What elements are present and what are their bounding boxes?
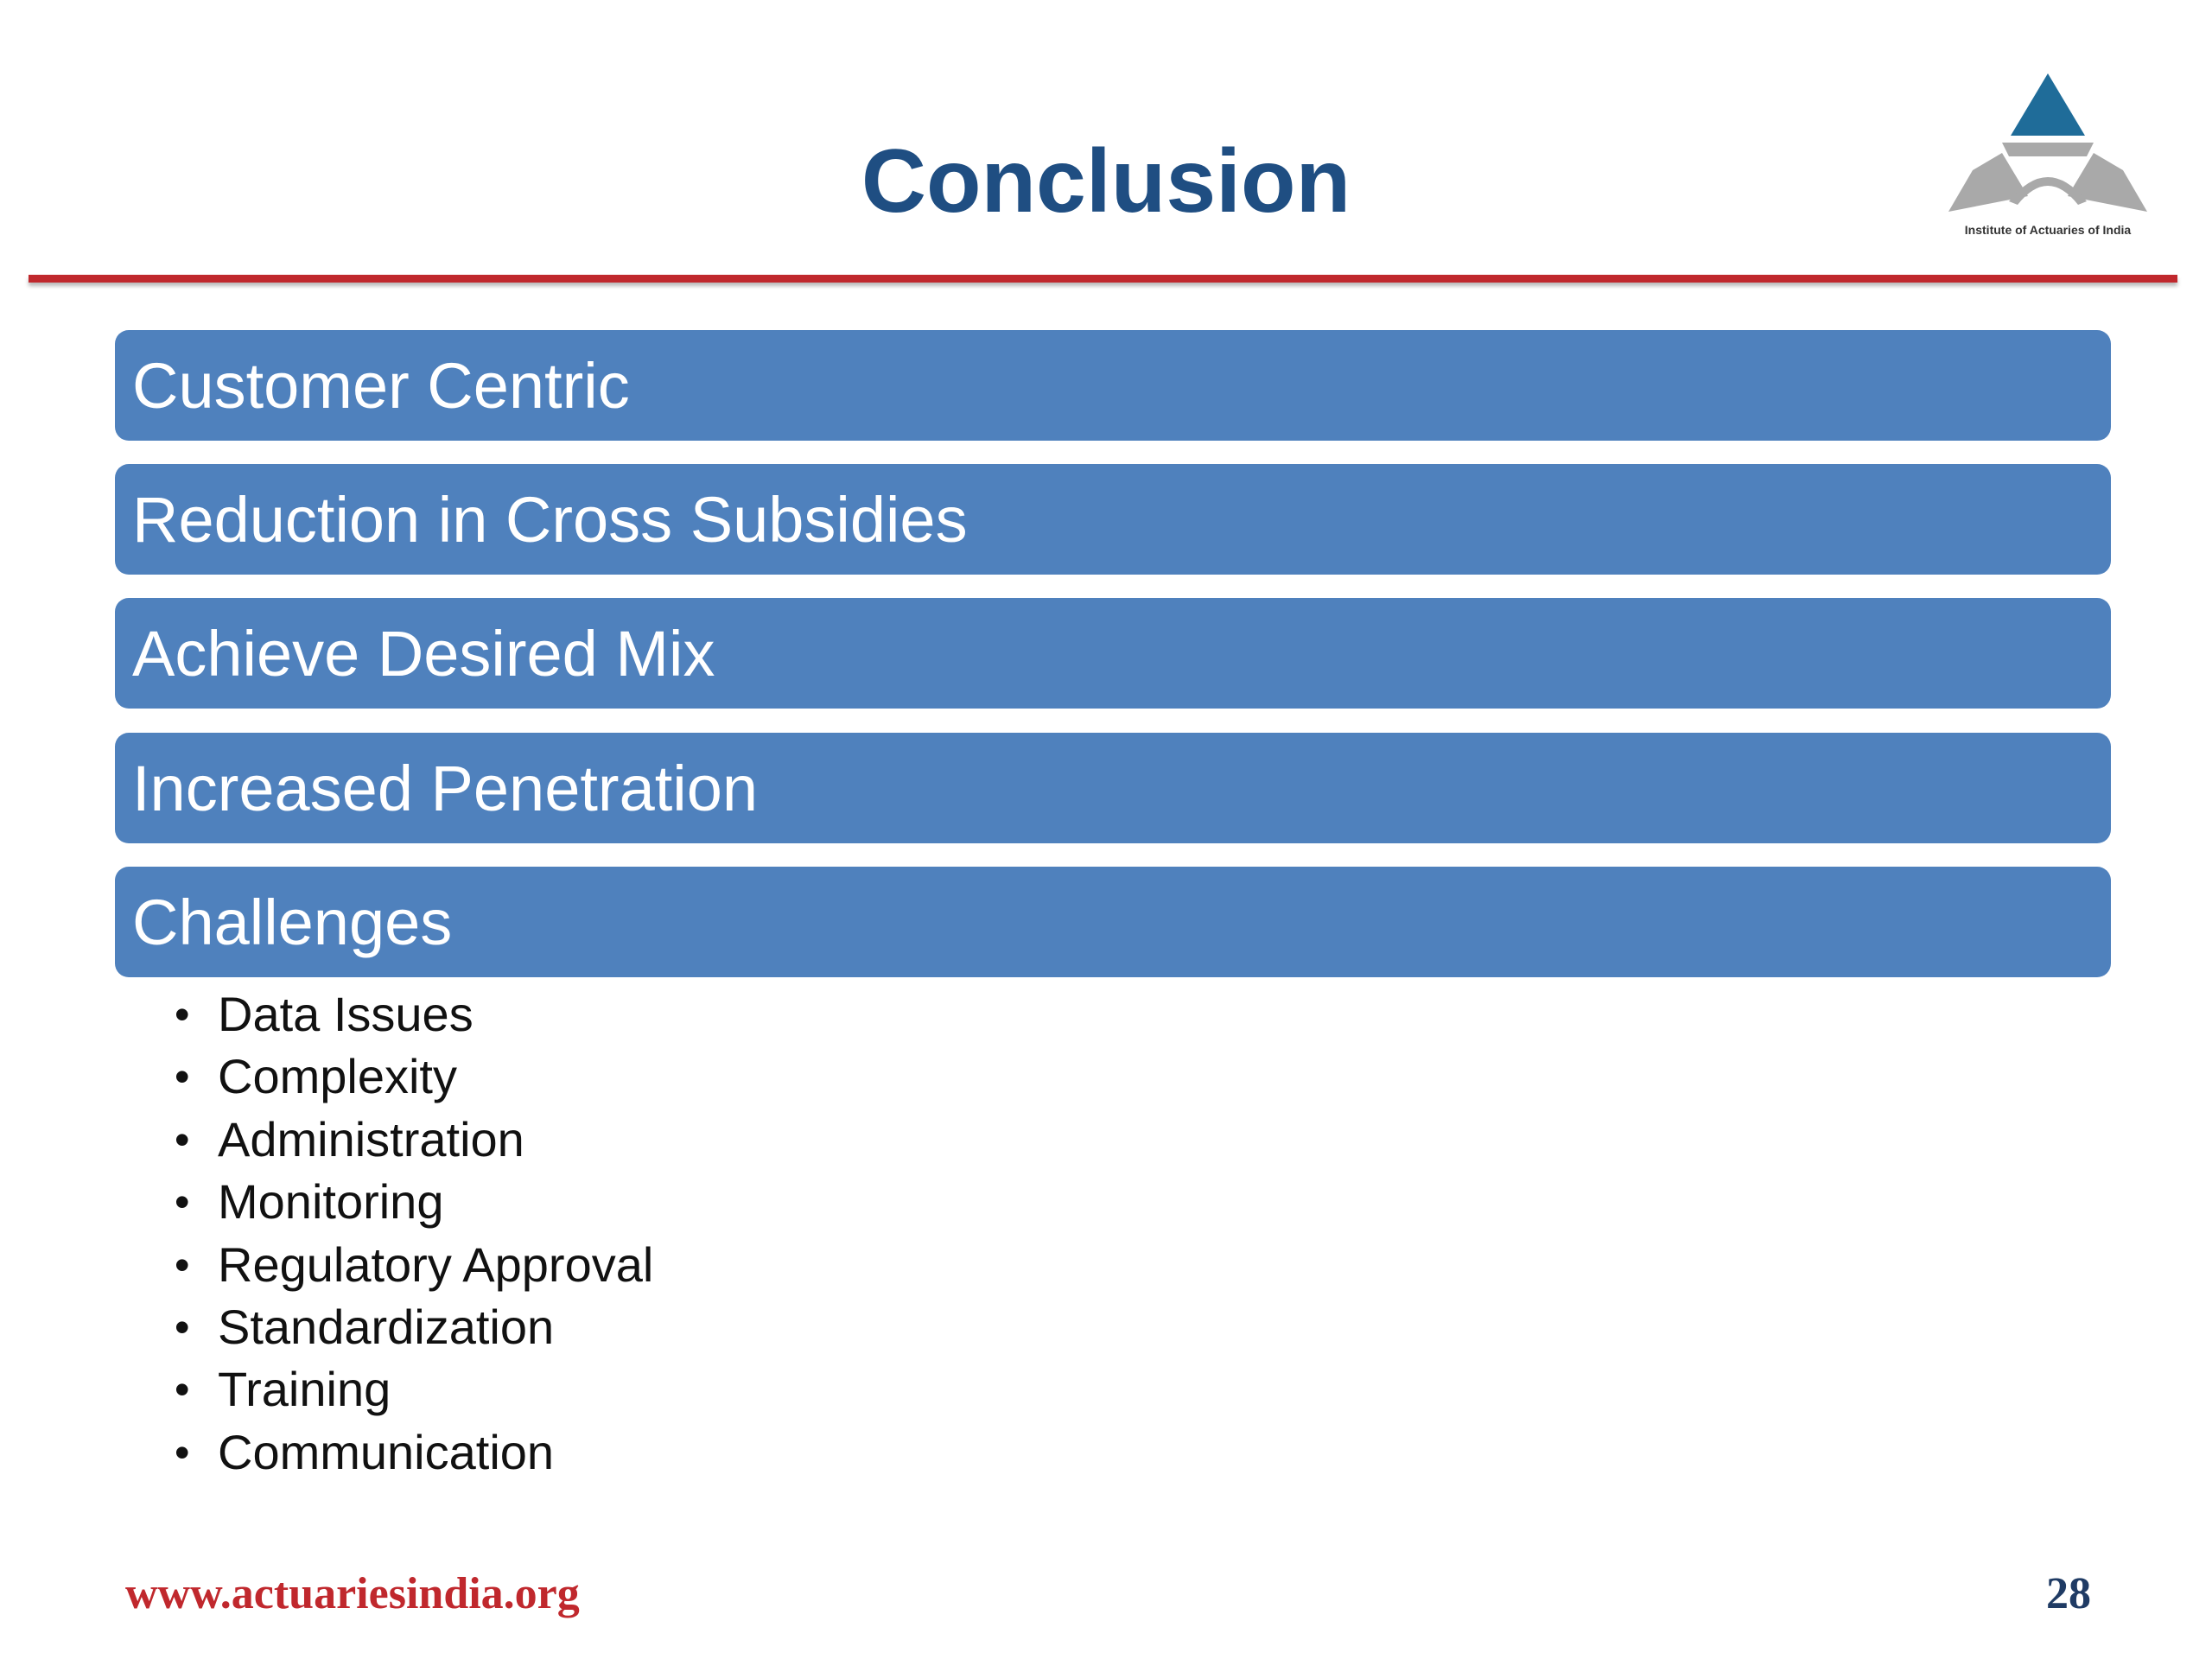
bar-label: Reduction in Cross Subsidies: [132, 483, 968, 556]
bullet-icon: •: [175, 1240, 190, 1289]
logo-triangles-icon: [1948, 73, 2147, 220]
slide-title: Conclusion: [861, 131, 1351, 232]
institute-logo: [1948, 73, 2147, 246]
footer-website-link[interactable]: www.actuariesindia.org: [125, 1569, 580, 1618]
bullet-icon: •: [175, 1302, 190, 1351]
bullet-icon: •: [175, 990, 190, 1039]
bullet-icon: •: [175, 1052, 190, 1102]
bullet-icon: •: [175, 1115, 190, 1164]
bar-achieve-desired-mix: [115, 598, 2111, 709]
bullet-icon: •: [175, 1365, 190, 1414]
bullet-icon: •: [175, 1178, 190, 1227]
bar-label: Challenges: [132, 886, 453, 958]
bar-challenges: [115, 867, 2111, 977]
bar-reduction-in-cross-subsidies: [115, 464, 2111, 575]
bar-increased-penetration: [115, 733, 2111, 843]
bullet-icon: •: [175, 1427, 190, 1477]
bar-label: Customer Centric: [132, 349, 630, 422]
bar-label: Achieve Desired Mix: [132, 617, 715, 690]
bar-customer-centric: [115, 330, 2111, 441]
slide: Conclusion Institute of Actuaries of India Customer Centric Reduction in Cross Subsidies Achieve Desired Mix Increased Penetration Challenges • Data Issues • Complexity • Administration • Monitoring • Regulatory Approval • Standardization • Training • Communication www.actuariesindia.org 28: [0, 0, 2212, 1659]
bar-label: Increased Penetration: [132, 752, 759, 824]
title-divider: [29, 275, 2177, 283]
page-number: 28: [2046, 1569, 2091, 1618]
logo-caption: Institute of Actuaries of India: [1964, 223, 2132, 237]
